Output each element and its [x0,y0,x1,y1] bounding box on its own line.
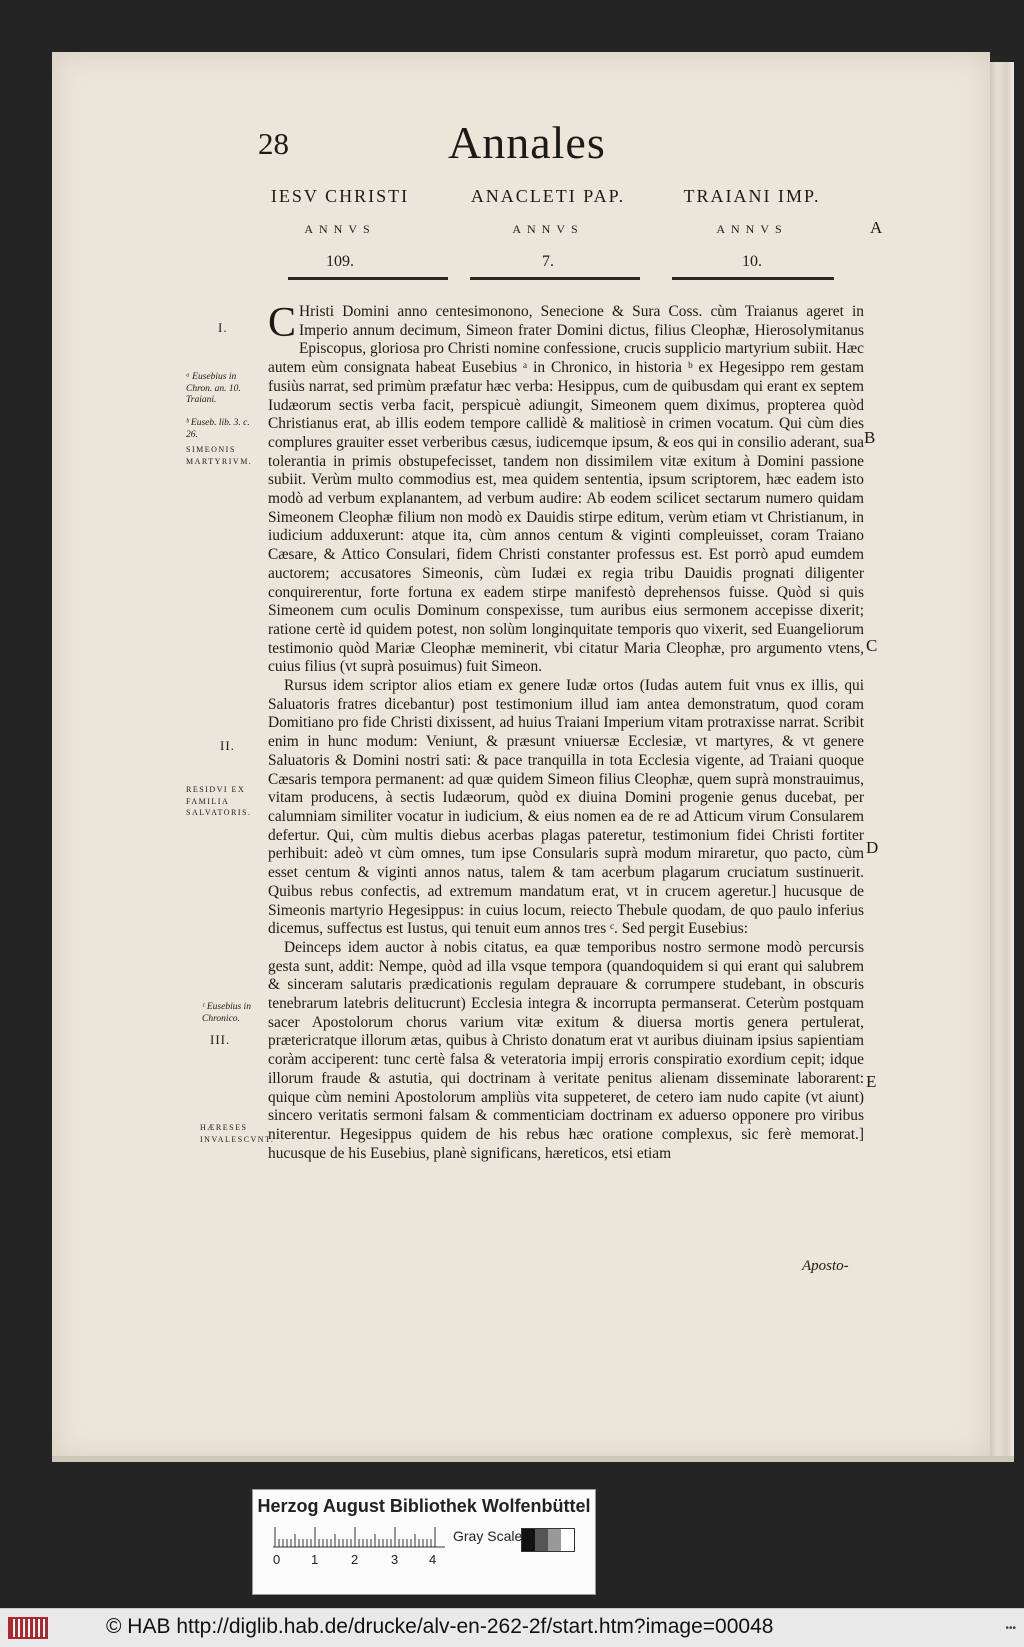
paragraph-3: Deinceps idem auctor à nobis citatus, ea quæ temporibus nostro sermone modò percursis gesta sunt, addit: Nempe, quòd ad illa vsque tempora (quandoquidem si qui erant qui salubrem & sinceram salutaris prædicationis regulam deprauare & corrumpere studebant, in obscuris tenebrarum latebris delitucrunt) Ecclesia integra & incorrupta permanserat. Ceterùm postquam sacer Apostolorum chorus varium vitæ exitum & diuersa mortis genera pertulerat, prætericratque illorum ætas, quibus à Christo donatum erat vt auribus diuinam ipsius sapientiam coràm acciperent: tunc certè falsa & veteratoria impij erroris conspiratio exordium cepit; idque illorum fraude & astutia, qui doctrinam à veritate penitus alienam disseminate laborarent: quique cùm nemini Apostolorum ampliùs vita suppeteret, de cetero iam nudo capite (vt aiunt) sincero veritatis sermoni falsam & commenticiam doctrinam ex aduerso opponere pro viribus niterentur. Hegesippus quidem de his rebus hæc oratione complexus, sic ferè memorat.] hucusque de his Eusebius, planè significans, hæreticos, etsi etiam [268,938,864,1162]
column-name: TRAIANI IMP. [683,186,821,206]
scale-number: 4 [429,1552,437,1567]
margin-note: ᶜ Eusebius in Chronico. [202,1002,251,1024]
margin-section-number: I. [218,320,228,335]
catchword: Aposto- [802,1258,849,1274]
scale-numbers [273,1552,453,1568]
scale-number: 2 [351,1552,359,1567]
page-edge [990,62,1014,1460]
main-text [268,300,864,1163]
section-letter-c: C [866,636,878,655]
column-year: 10. [742,253,762,270]
library-color-target [252,1489,596,1595]
section-letter-b: B [864,428,876,447]
scale-number: 1 [311,1552,319,1567]
column-year: 7. [542,253,554,270]
paragraph-1-text: Hristi Domini anno centesimonono, Senecione & Sura Coss. cùm Traianus ageret in Imperio annum decimum, Simeon frater Domini dictus, filius Cleophæ, Hierosolymitanus Episcopus, gloriosa pro Christi nomine confessione, crucis supplicio martyrium subiit. Hæc autem eùm consignata habeat Eusebius ᵃ in Chronico, in historia ᵇ ex Hegesippo rem gestam fusiùs narrat, sed primùm præfatur hæc verba: Hesippus, cum de quibusdam qui erant ex septem Iudæorum sectis verba facit, perspicuè adiungit, Simeonem quem diximus, propterea quòd Christianus erat, ab illis eodem tempore callidè & malitiosè in crimen vocatum. Qui cùm dies complures grauiter esset verberibus cæsus, iudicemque ipsum, & eos qui in consilio aderant, sua tolerantia in primis obstupefecisset, tandem non dissimilem vitæ exitum à Domini passione subiit. Verùm multo commodius est, mea quidem sententia, ipsum scriptorem, hæc eadem isto modò ad verbum explanantem, ad verbum audire: Ab eodem scilicet sectarum numero quidam Simeonem Cleophæ filium non modò ex Dauidis stirpe editum, verùm etiam vt Christianum, in iudicium adduxerunt: atque ita, cùm annos centum & viginti compleuisset, coram Traiano Cæsare, & Attico Consulari, fidem Christi constanter professus est. Est porrò apud eumdem auctorem; accusatores Simeonis, cùm Iudæi ex regia tribu Dauidis prognati diligenter conquirerentur, forte fortuna ex eadem stirpe manifestò deprehensos fuisse. Quòd si quis Simeonem cum oculis Dominum conspexisse, tum auribus eius sermonem accepisse dixerit; ratione certè id quidem potest, non solùm longinquitate temporis quo vixerit, sed Euangeliorum testimonio quòd Mariæ Cleophæ meminerit, vbi citatur Maria Cleophæ, pro argumento vtens, cuius filius (vt suprà posuimus) fuit Simeon. [268,303,864,676]
column-annus: ANNVS [512,222,584,236]
margin-note: ᵃ Eusebius in Chron. an. 10. Traiani. [186,372,241,405]
section-letter-e: E [866,1072,877,1091]
column-rule [470,277,640,280]
scale-ruler-icon [273,1526,445,1548]
column-rule [672,277,834,280]
drop-capital: C [268,300,297,346]
paragraph-2: Rursus idem scriptor alios etiam ex genere Iudæ ortos (Iudas autem fuit vnus ex illis, qui Saluatoris fratres dicebantur) post testimonium illud iam antea demonstratum, quod coram Domitiano pro fide Christi dixissent, ad huius Traiani Imperium vitam protraxisse narrat. Scribit enim in hunc modum: Veniunt, & præsunt vniuersæ Ecclesiæ, vt martyres, & vt genere Saluatoris & Domini nostri sati: & pace tranquilla in tota Ecclesia vigente, ad Traiani quoque Cæsaris tempora permanent: ad quæ quidem Simeon filius Cleophæ, quem suprà monstrauimus, vitam producens, à sectis Iudæorum, quòd ex diuina Domini progenie genus ducebat, per calumniam similiter vocatur in iudicium, & eius nomen ea de re ad Atticum virum Consularem defertur. Qui, cùm multis diebus acerbas plagas pateretur, testimonium fidei Christi fortiter perhibuit: adeò vt cùm omnes, tum ipse Consularis suprà modum miraretur, quo pacto, cùm esset centum & viginti annos natus, talem & tam acerbum plagarum cruciatum sustinuerit. Quibus rebus confectis, ad extremum mandatum erat, vt in crucem ageretur.] hucusque de Simeonis martyrio Hegesippus: in cuius locum, reiecto Thebule quodam, de quo paulo inferius dicemus, suffectus est Iustus, qui tenuit eum annos tres ᶜ. Sed pergit Eusebius: [268,677,864,938]
page-bottom-edge [52,1456,1014,1462]
scale-number: 0 [273,1552,281,1567]
page-number: 28 [258,126,289,161]
more-dots-icon[interactable]: ••• [1005,1623,1016,1634]
margin-heading: HÆRESES INVALESCVNT. [200,1123,275,1144]
column-year: 109. [326,253,354,270]
column-annus: ANNVS [716,222,788,236]
section-letter-a: A [870,218,883,237]
column-header-traianus [652,186,852,271]
margin-note: ᵇ Euseb. lib. 3. c. 26. [186,418,250,440]
footer-bar [0,1608,1024,1647]
margin-heading: RESIDVI EX FAMILIA SALVATORIS. [186,785,252,817]
column-header-christ [240,186,440,271]
scale-number: 3 [391,1552,399,1567]
footer-url-link[interactable]: © HAB http://diglib.hab.de/drucke/alv-en-262-2f/start.htm?image=00048 [106,1615,774,1638]
library-name: Herzog August Bibliothek Wolfenbüttel [257,1496,591,1516]
running-title: Annales [448,117,606,168]
gray-scale-swatches [521,1528,575,1552]
column-name: IESV CHRISTI [270,186,410,206]
margin-section-number: II. [220,738,235,753]
column-annus: ANNVS [304,222,376,236]
hab-logo-icon [8,1615,48,1641]
gray-scale-label: Gray Scale [453,1528,523,1544]
column-name: ANACLETI PAP. [470,186,626,206]
column-rule [288,277,448,280]
section-letter-d: D [866,838,879,857]
column-header-anacletus [448,186,648,271]
paragraph-1 [268,300,864,677]
margin-heading: SIMEONIS MARTYRIVM. [186,445,253,466]
margin-section-number: III. [210,1032,231,1047]
